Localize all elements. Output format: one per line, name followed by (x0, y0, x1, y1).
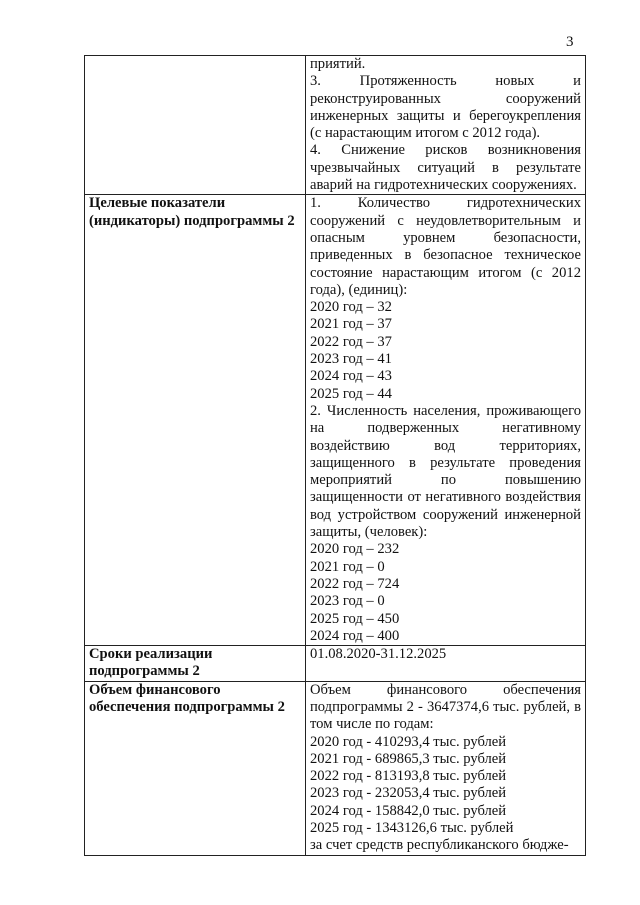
content-line: 2021 год - 689865,3 тыс. рублей (310, 750, 507, 767)
row-label: Целевые показатели (индикаторы) подпрограммы 2 (85, 195, 306, 646)
content-line: 2024 год – 400 (310, 627, 400, 644)
table-row (85, 681, 586, 855)
page-number: 3 (566, 34, 574, 50)
row-label: Объем финансового обеспечения подпрограммы 2 (85, 681, 306, 855)
table-row (85, 56, 586, 195)
row-content (306, 681, 586, 855)
content-line: 2024 год - 158842,0 тыс. рублей (310, 802, 507, 819)
subprogram-passport-table (84, 55, 586, 856)
content-line: 2022 год - 813193,8 тыс. рублей (310, 768, 507, 785)
content-line: 2021 год – 0 (310, 558, 385, 575)
content-line: 2022 год – 37 (310, 333, 392, 350)
content-line: 01.08.2020-31.12.2025 (310, 646, 447, 663)
row-label: Сроки реализации подпрограммы 2 (85, 646, 306, 682)
content-line: 2025 год – 44 (310, 385, 392, 402)
content-line: за счет средств республиканского бюдже- (310, 837, 569, 854)
content-line: 1. Количество гидротехнических сооружений с неудовлетворительным и опасным уровнем безопасности, приведенных в безопасное техническое состояние нарастающим итогом (с 2012 года), (единиц): (310, 195, 581, 298)
content-line: 2023 год – 0 (310, 593, 385, 610)
table-row (85, 646, 586, 682)
content-line: 2025 год - 1343126,6 тыс. рублей (310, 820, 514, 837)
content-line: 2020 год - 410293,4 тыс. рублей (310, 733, 507, 750)
content-line: приятий. (310, 56, 366, 72)
table-row (85, 195, 586, 646)
content-line: Объем финансового обеспечения подпрограммы 2 - 3647374,6 тыс. рублей, в том числе по годам: (310, 681, 581, 733)
row-label (85, 56, 306, 195)
content-line: 2025 год – 450 (310, 610, 400, 627)
content-line: 2. Численность населения, проживающего на подверженных негативному воздействию вод территориях, защищенного в результате проведения мероприятий по повышению защищенности от негативного воздействия вод устройством сооружений инженерной защиты, (человек): (310, 402, 581, 541)
content-line: 2021 год – 37 (310, 316, 392, 333)
content-line: 2020 год – 232 (310, 541, 400, 558)
content-line: 2022 год – 724 (310, 575, 400, 592)
row-content (306, 195, 586, 646)
content-line: 4. Снижение рисков возникновения чрезвычайных ситуаций в результате аварий на гидротехнических сооружениях. (310, 142, 581, 194)
row-content (306, 56, 586, 195)
content-line: 2020 год – 32 (310, 299, 392, 316)
content-line: 2023 год – 41 (310, 351, 392, 368)
content-line: 2024 год – 43 (310, 368, 392, 385)
row-content (306, 646, 586, 682)
content-line: 2023 год - 232053,4 тыс. рублей (310, 785, 507, 802)
content-line: 3. Протяженность новых и реконструированных сооружений инженерных защиты и берегоукрепления (с нарастающим итогом с 2012 года). (310, 73, 581, 142)
